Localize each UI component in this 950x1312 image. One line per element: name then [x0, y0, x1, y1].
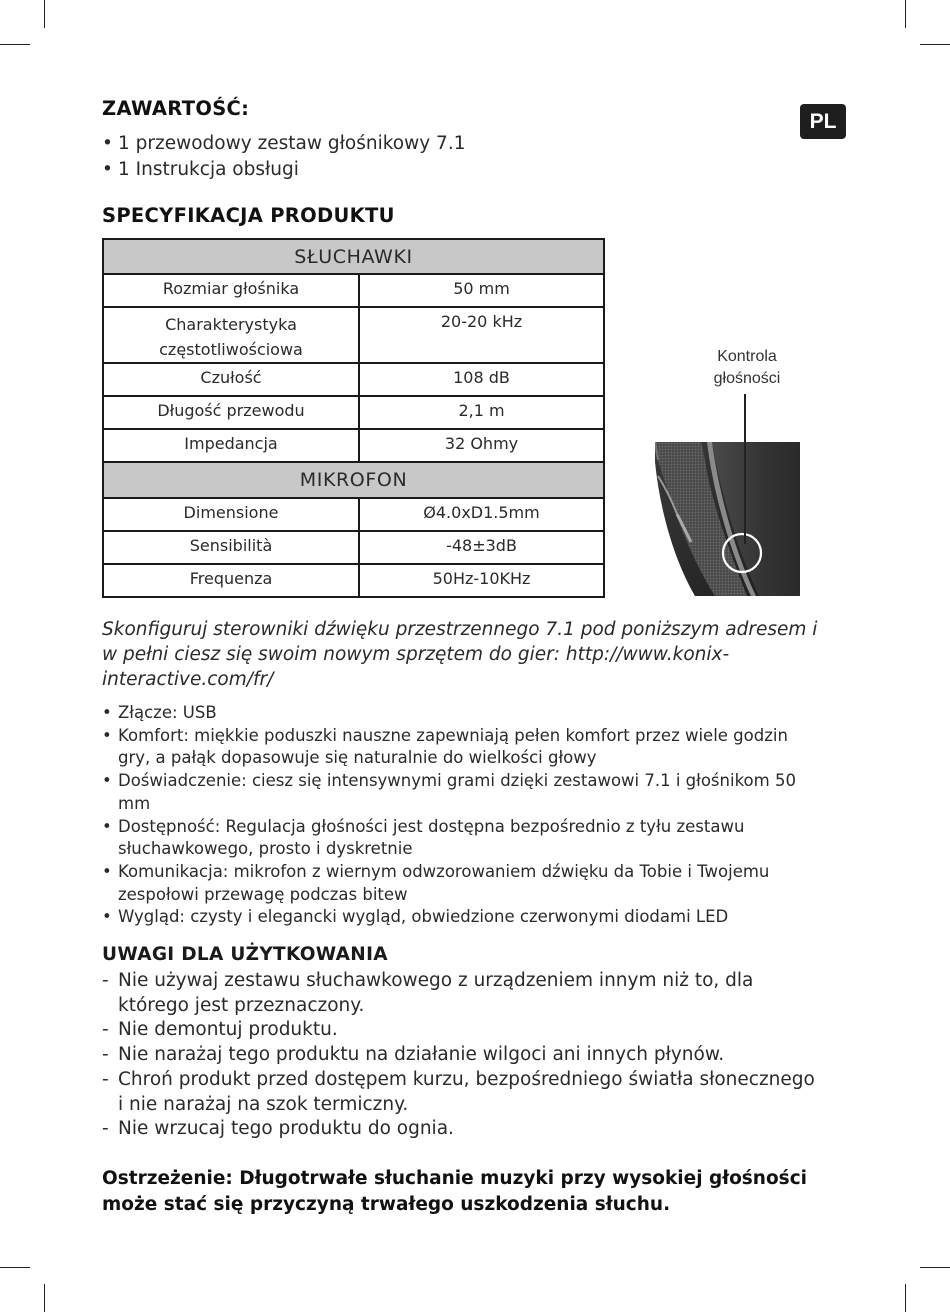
- usage-list: [102, 969, 822, 1142]
- crop-mark: [905, 0, 906, 28]
- volume-control-pointer: [744, 394, 746, 544]
- spec-value: 108 dB: [359, 363, 604, 396]
- spec-value: 2,1 m: [359, 396, 604, 429]
- spec-value: Ø4.0xD1.5mm: [359, 498, 604, 531]
- spec-table: [102, 238, 605, 598]
- table-row: [103, 429, 604, 462]
- table-row: [103, 274, 604, 307]
- warning-text: Ostrzeżenie: Długotrwałe słuchanie muzyki przy wysokiej głośności może stać się przyczyną trwałego uszkodzenia słuchu.: [102, 1168, 808, 1215]
- spec-label: Czułość: [103, 363, 359, 396]
- list-item: • Złącze: USB: [102, 702, 802, 725]
- contents-heading: ZAWARTOŚĆ:: [102, 97, 250, 120]
- spec-value: 50 mm: [359, 274, 604, 307]
- list-item: • Dostępność: Regulacja głośności jest dostępna bezpośrednio z tyłu zestawu słuchawkowego, prosto i dyskretnie: [102, 816, 802, 861]
- table-row: [103, 307, 604, 363]
- table-row: [103, 363, 604, 396]
- list-item: - Nie narażaj tego produktu na działanie wilgoci ani innych płynów.: [102, 1043, 822, 1068]
- contents-list: [102, 131, 465, 183]
- list-item: - Nie używaj zestawu słuchawkowego z urządzeniem innym niż to, dla którego jest przeznaczony.: [102, 969, 822, 1018]
- crop-mark: [0, 1267, 30, 1268]
- list-item: • Komfort: miękkie poduszki nauszne zapewniają pełen komfort przez wiele godzin gry, a pałąk dopasowuje się naturalnie do wielkości głowy: [102, 725, 802, 770]
- table-row: [103, 531, 604, 564]
- spec-value: 20-20 kHz: [359, 307, 604, 363]
- list-item: - Chroń produkt przed dostępem kurzu, bezpośredniego światła słonecznego i nie narażaj na szok termiczny.: [102, 1068, 822, 1117]
- features-list: [102, 702, 802, 929]
- table-row: [103, 498, 604, 531]
- headset-earcup-photo: [655, 442, 800, 596]
- language-badge: PL: [800, 104, 846, 139]
- spec-label: Sensibilità: [103, 531, 359, 564]
- table-row: [103, 564, 604, 597]
- spec-label: Charakterystyka częstotliwościowa: [103, 307, 359, 363]
- table-section-header: [103, 239, 604, 274]
- spec-value: 50Hz-10KHz: [359, 564, 604, 597]
- spec-value: 32 Ohmy: [359, 429, 604, 462]
- spec-label: Rozmiar głośnika: [103, 274, 359, 307]
- table-section-header: [103, 462, 604, 498]
- crop-mark: [920, 1267, 950, 1268]
- list-item: • 1 przewodowy zestaw głośnikowy 7.1: [102, 131, 465, 157]
- list-item: • Wygląd: czysty i elegancki wygląd, obwiedzione czerwonymi diodami LED: [102, 906, 802, 929]
- crop-mark: [44, 0, 45, 28]
- crop-mark: [905, 1284, 906, 1312]
- spec-label: Frequenza: [103, 564, 359, 597]
- table-row: [103, 396, 604, 429]
- spec-label: Impedancja: [103, 429, 359, 462]
- list-item: - Nie wrzucaj tego produktu do ognia.: [102, 1117, 822, 1142]
- crop-mark: [0, 44, 30, 45]
- crop-mark: [920, 44, 950, 45]
- section-title: MIKROFON: [103, 462, 604, 498]
- spec-label: Dimensione: [103, 498, 359, 531]
- usage-heading: UWAGI DLA UŻYTKOWANIA: [102, 944, 388, 965]
- list-item: - Nie demontuj produktu.: [102, 1018, 822, 1043]
- list-item: • Doświadczenie: ciesz się intensywnymi grami dzięki zestawowi 7.1 i głośnikom 50 mm: [102, 770, 802, 815]
- spec-value: -48±3dB: [359, 531, 604, 564]
- list-item: • 1 Instrukcja obsługi: [102, 157, 465, 183]
- volume-control-label: Kontrola głośności: [713, 348, 781, 387]
- list-item: • Komunikacja: mikrofon z wiernym odwzorowaniem dźwięku da Tobie i Twojemu zespołowi przewagę podczas bitew: [102, 861, 802, 906]
- section-title: SŁUCHAWKI: [103, 239, 604, 274]
- spec-label: Długość przewodu: [103, 396, 359, 429]
- crop-mark: [44, 1284, 45, 1312]
- config-text: Skonfiguruj sterowniki dźwięku przestrzennego 7.1 pod poniższym adresem i w pełni ciesz się swoim nowym sprzętem do gier: http://www.konix-interactive.com/fr/: [102, 619, 818, 690]
- spec-heading: SPECYFIKACJA PRODUKTU: [102, 204, 395, 227]
